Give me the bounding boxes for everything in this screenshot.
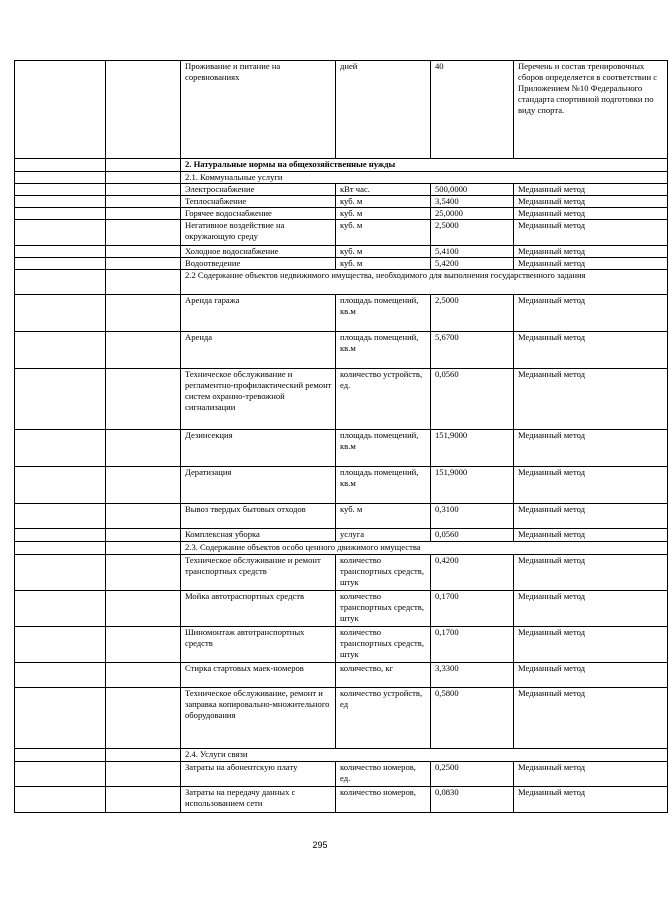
method-cell: Медианный метод	[514, 332, 668, 369]
empty-cell	[106, 258, 181, 270]
empty-cell	[15, 246, 106, 258]
unit-cell: куб. м	[336, 246, 431, 258]
unit-cell: количество номеров, ед.	[336, 762, 431, 787]
method-cell: Медианный метод	[514, 663, 668, 688]
unit-cell: куб. м	[336, 196, 431, 208]
table-row	[15, 663, 668, 688]
table-row	[15, 369, 668, 430]
method-cell: Медианный метод	[514, 467, 668, 504]
empty-cell	[15, 369, 106, 430]
method-cell: Медианный метод	[514, 295, 668, 332]
item-name-cell: Аренда	[181, 332, 336, 369]
empty-cell	[15, 430, 106, 467]
value-cell: 0,5800	[431, 688, 514, 749]
unit-cell: куб. м	[336, 220, 431, 246]
subsection-title-cell: 2.1. Коммунальные услуги	[181, 172, 668, 184]
unit-cell: площадь помещений, кв.м	[336, 295, 431, 332]
value-cell: 25,0000	[431, 208, 514, 220]
item-name-cell: Дезинсекция	[181, 430, 336, 467]
item-name-cell: Проживание и питание на соревнованиях	[181, 61, 336, 159]
unit-cell: количество транспортных средств, штук	[336, 555, 431, 591]
empty-cell	[15, 663, 106, 688]
subsection-title-cell: 2.4. Услуги связи	[181, 749, 668, 762]
value-cell: 0,0560	[431, 369, 514, 430]
empty-cell	[106, 627, 181, 663]
empty-cell	[15, 270, 106, 295]
subsection-row	[15, 749, 668, 762]
norms-table-container	[14, 60, 668, 813]
unit-cell: количество устройств, ед	[336, 688, 431, 749]
empty-cell	[106, 184, 181, 196]
table-row	[15, 332, 668, 369]
table-row	[15, 220, 668, 246]
table-row	[15, 246, 668, 258]
item-name-cell: Мойка автотраспортных средств	[181, 591, 336, 627]
empty-cell	[106, 542, 181, 555]
empty-cell	[15, 184, 106, 196]
empty-cell	[15, 591, 106, 627]
subsection-title-cell: 2.3. Содержание объектов особо ценного движимого имущества	[181, 542, 668, 555]
table-row	[15, 196, 668, 208]
method-cell: Медианный метод	[514, 591, 668, 627]
empty-cell	[106, 555, 181, 591]
table-row	[15, 295, 668, 332]
value-cell: 0,3100	[431, 504, 514, 529]
method-cell: Медианный метод	[514, 258, 668, 270]
empty-cell	[15, 295, 106, 332]
item-name-cell: Холодное водоснабжение	[181, 246, 336, 258]
method-cell: Медианный метод	[514, 220, 668, 246]
table-row	[15, 627, 668, 663]
unit-cell: количество номеров,	[336, 787, 431, 813]
item-name-cell: Дератизация	[181, 467, 336, 504]
method-cell: Перечень и состав тренировочных сборов определяется в соответствии с Приложением №10 Федерального стандарта спортивной подготовки по виду спорта.	[514, 61, 668, 159]
item-name-cell: Теплоснабжение	[181, 196, 336, 208]
method-cell: Медианный метод	[514, 787, 668, 813]
table-row	[15, 430, 668, 467]
empty-cell	[15, 555, 106, 591]
empty-cell	[15, 688, 106, 749]
table-row	[15, 258, 668, 270]
subsection-row	[15, 270, 668, 295]
empty-cell	[15, 542, 106, 555]
method-cell: Медианный метод	[514, 184, 668, 196]
item-name-cell: Вывоз твердых бытовых отходов	[181, 504, 336, 529]
empty-cell	[106, 504, 181, 529]
method-cell: Медианный метод	[514, 762, 668, 787]
empty-cell	[15, 787, 106, 813]
table-row	[15, 762, 668, 787]
value-cell: 151,9000	[431, 467, 514, 504]
subsection-row	[15, 172, 668, 184]
item-name-cell: Шиномонтаж автотранспортных средств	[181, 627, 336, 663]
unit-cell: услуга	[336, 529, 431, 542]
value-cell: 5,4100	[431, 246, 514, 258]
empty-cell	[15, 529, 106, 542]
method-cell: Медианный метод	[514, 208, 668, 220]
empty-cell	[106, 270, 181, 295]
empty-cell	[106, 172, 181, 184]
empty-cell	[106, 663, 181, 688]
item-name-cell: Горячее водоснабжение	[181, 208, 336, 220]
method-cell: Медианный метод	[514, 430, 668, 467]
norms-table-body	[15, 61, 668, 813]
empty-cell	[15, 159, 106, 172]
empty-cell	[15, 196, 106, 208]
empty-cell	[106, 220, 181, 246]
item-name-cell: Техническое обслуживание и ремонт транспортных средств	[181, 555, 336, 591]
unit-cell: количество, кг	[336, 663, 431, 688]
value-cell: 0,1700	[431, 591, 514, 627]
empty-cell	[106, 196, 181, 208]
empty-cell	[15, 172, 106, 184]
empty-cell	[106, 591, 181, 627]
unit-cell: площадь помещений, кв.м	[336, 430, 431, 467]
empty-cell	[106, 369, 181, 430]
empty-cell	[106, 332, 181, 369]
unit-cell: дней	[336, 61, 431, 159]
unit-cell: площадь помещений, кв.м	[336, 467, 431, 504]
unit-cell: количество транспортных средств, штук	[336, 591, 431, 627]
empty-cell	[106, 295, 181, 332]
empty-cell	[106, 467, 181, 504]
empty-cell	[15, 258, 106, 270]
value-cell: 40	[431, 61, 514, 159]
empty-cell	[15, 762, 106, 787]
section-title-cell: 2. Натуральные нормы на общехозяйственные нужды	[181, 159, 668, 172]
item-name-cell: Электроснабжение	[181, 184, 336, 196]
item-name-cell: Водоотведение	[181, 258, 336, 270]
empty-cell	[15, 61, 106, 159]
method-cell: Медианный метод	[514, 504, 668, 529]
empty-cell	[15, 627, 106, 663]
item-name-cell: Техническое обслуживание, ремонт и заправка копировально-множительного оборудования	[181, 688, 336, 749]
method-cell: Медианный метод	[514, 555, 668, 591]
value-cell: 5,6700	[431, 332, 514, 369]
subsection-title-cell: 2.2 Содержание объектов недвижимого имущества, необходимого для выполнения государственного задания	[181, 270, 668, 295]
method-cell: Медианный метод	[514, 369, 668, 430]
unit-cell: кВт час.	[336, 184, 431, 196]
method-cell: Медианный метод	[514, 529, 668, 542]
empty-cell	[15, 220, 106, 246]
unit-cell: количество транспортных средств, штук	[336, 627, 431, 663]
value-cell: 2,5000	[431, 220, 514, 246]
empty-cell	[106, 430, 181, 467]
table-row	[15, 688, 668, 749]
empty-cell	[106, 529, 181, 542]
empty-cell	[106, 688, 181, 749]
value-cell: 3,3300	[431, 663, 514, 688]
empty-cell	[15, 504, 106, 529]
page-number: 295	[312, 840, 328, 850]
empty-cell	[106, 246, 181, 258]
value-cell: 0,0560	[431, 529, 514, 542]
value-cell: 5,4200	[431, 258, 514, 270]
empty-cell	[15, 749, 106, 762]
unit-cell: площадь помещений, кв.м	[336, 332, 431, 369]
table-row	[15, 529, 668, 542]
value-cell: 151,9000	[431, 430, 514, 467]
item-name-cell: Стирка стартовых маек-номеров	[181, 663, 336, 688]
table-row	[15, 208, 668, 220]
empty-cell	[106, 159, 181, 172]
empty-cell	[106, 208, 181, 220]
item-name-cell: Негативное воздействие на окружающую среду	[181, 220, 336, 246]
empty-cell	[106, 787, 181, 813]
item-name-cell: Затраты на абонентскую плату	[181, 762, 336, 787]
value-cell: 0,2500	[431, 762, 514, 787]
table-row	[15, 467, 668, 504]
unit-cell: куб. м	[336, 208, 431, 220]
method-cell: Медианный метод	[514, 627, 668, 663]
value-cell: 3,5400	[431, 196, 514, 208]
table-row	[15, 61, 668, 159]
table-row	[15, 591, 668, 627]
value-cell: 0,4200	[431, 555, 514, 591]
table-row	[15, 555, 668, 591]
value-cell: 0,1700	[431, 627, 514, 663]
method-cell: Медианный метод	[514, 196, 668, 208]
unit-cell: куб. м	[336, 258, 431, 270]
table-row	[15, 504, 668, 529]
empty-cell	[15, 208, 106, 220]
norms-table	[14, 60, 668, 813]
unit-cell: количество устройств, ед.	[336, 369, 431, 430]
empty-cell	[106, 61, 181, 159]
value-cell: 0,0830	[431, 787, 514, 813]
section-row	[15, 159, 668, 172]
method-cell: Медианный метод	[514, 688, 668, 749]
item-name-cell: Комплексная уборка	[181, 529, 336, 542]
subsection-row	[15, 542, 668, 555]
item-name-cell: Затраты на передачу данных с использованием сети	[181, 787, 336, 813]
empty-cell	[106, 762, 181, 787]
empty-cell	[106, 749, 181, 762]
item-name-cell: Техническое обслуживание и регламентно-профилактический ремонт систем охранно-тревожной сигнализации	[181, 369, 336, 430]
table-row	[15, 184, 668, 196]
empty-cell	[15, 332, 106, 369]
value-cell: 2,5000	[431, 295, 514, 332]
empty-cell	[15, 467, 106, 504]
item-name-cell: Аренда гаража	[181, 295, 336, 332]
table-row	[15, 787, 668, 813]
method-cell: Медианный метод	[514, 246, 668, 258]
value-cell: 500,0000	[431, 184, 514, 196]
unit-cell: куб. м	[336, 504, 431, 529]
